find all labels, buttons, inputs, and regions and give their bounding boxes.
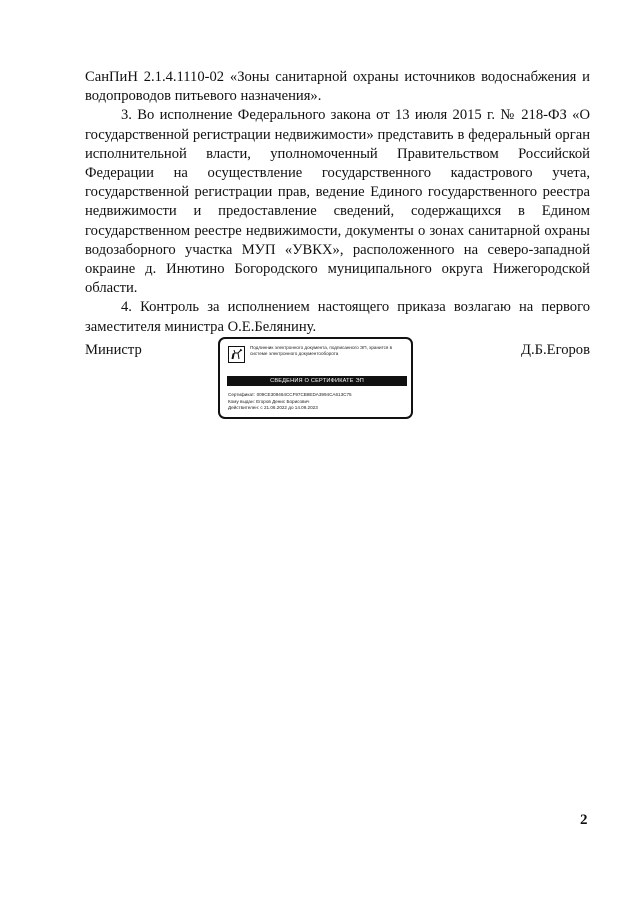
nizhny-novgorod-deer-emblem-icon [228, 346, 245, 363]
paragraph-sanpin: СанПиН 2.1.4.1110-02 «Зоны санитарной охраны источников водоснабжения и водопроводов питьевого назначения». [85, 69, 590, 105]
stamp-title-bar: СВЕДЕНИЯ О СЕРТИФИКАТЕ ЭП [227, 376, 407, 386]
stamp-header-text: Подлинник электронного документа, подписанного ЭП, хранится в системе электронного документооборота [250, 345, 393, 356]
paragraph-item-4: 4. Контроль за исполнением настоящего приказа возлагаю на первого заместителя министра О.Е.Белянину. [85, 299, 590, 335]
stamp-certificate-details [228, 392, 408, 412]
stamp-certificate-line: Сертификат: 009CE309464CCF97CB8EDA3994CA613C75 [228, 392, 352, 397]
stamp-issued-to-line: Кому выдан: Егоров Денис Борисович [228, 398, 310, 404]
signatory-name: Д.Б.Егоров [521, 342, 590, 358]
paragraph-item-3: 3. Во исполнение Федерального закона от 13 июля 2015 г. № 218-ФЗ «О государственной регистрации недвижимости» представить в федеральный орган исполнительной власти, уполномоченный Правительством Российской Федерации на осуществление государственного кадастрового учета, государственной регистрации прав, ведение Единого государственного реестра недвижимости и предоставление сведений, содержащихся в Едином государственном реестре недвижимости, документы о зонах санитарной охраны водозаборного участка МУП «УВКХ», расположенного на северо-западной окраине д. Инютино Богородского муниципального округа Нижегородской области. [85, 107, 590, 297]
document-body [85, 68, 590, 337]
signatory-title: Министр [85, 342, 142, 358]
page-number: 2 [580, 812, 588, 828]
electronic-signature-stamp [218, 337, 413, 419]
stamp-validity-line: Действителен: с 21.06.2022 до 14.09.2023 [228, 405, 318, 411]
